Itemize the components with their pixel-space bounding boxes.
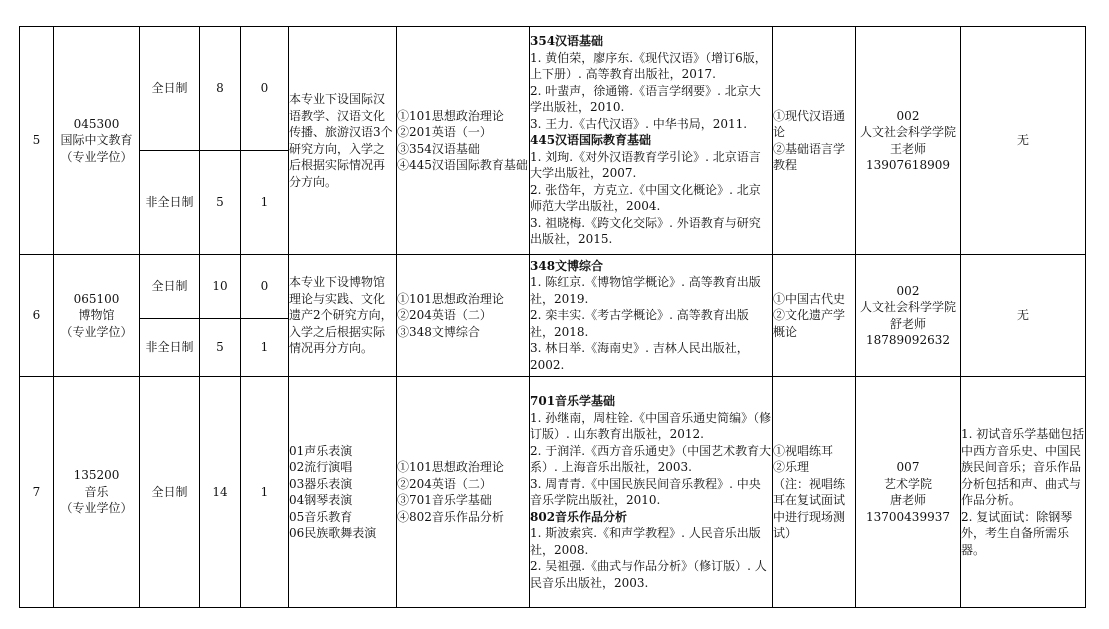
major-name: 博物馆 — [78, 308, 115, 323]
book-item: 1. 黄伯荣，廖序东.《现代汉语》（增订6版，上下册）. 高等教育出版社，2017. — [530, 50, 767, 82]
contact-person: 唐老师 — [889, 493, 926, 507]
major-code: 045300 — [73, 116, 120, 131]
plan-count-cell: 5 — [200, 319, 241, 377]
study-mode-cell: 非全日制 — [140, 319, 200, 377]
study-mode-cell: 全日制 — [140, 255, 200, 319]
book-item: 1. 斯波索宾.《和声学教程》. 人民音乐出版社，2008. — [530, 526, 761, 557]
study-mode-cell: 非全日制 — [140, 151, 200, 255]
degree-type: （专业学位） — [60, 149, 133, 164]
exam-subjects-cell — [397, 27, 530, 255]
college-name: 艺术学院 — [883, 476, 932, 491]
contact-phone: 13907618909 — [866, 158, 950, 172]
college-name: 人文社会科学学院 — [859, 300, 956, 314]
exam-subjects-cell — [397, 377, 530, 608]
exam-subject: ①101思想政治理论 — [397, 108, 504, 123]
notes-cell: 1. 初试音乐学基础包括中西方音乐史、中国民族民间音乐；音乐作品分析包括和声、曲式与作品分析。 2. 复试面试：除钢琴外，考生自备所需乐器。 — [961, 377, 1086, 608]
research-direction-cell: 本专业下设国际汉语教学、汉语文化传播、旅游汉语3个研究方向，入学之后根据实际情况再分方向。 — [289, 27, 397, 255]
study-mode-cell: 全日制 — [140, 377, 200, 608]
book-section-title: 802音乐作品分析 — [530, 509, 628, 524]
plan-count-cell: 10 — [200, 255, 241, 319]
book-item: 2. 张岱年，方克立.《中国文化概论》. 北京师范大学出版社，2004. — [530, 182, 761, 214]
book-section-title: 354汉语基础 — [530, 34, 604, 49]
major-code: 135200 — [73, 468, 120, 483]
exempt-count-cell: 1 — [241, 377, 289, 608]
exempt-count-cell: 0 — [241, 255, 289, 319]
major-name: 国际中文教育 — [60, 133, 133, 148]
exempt-count-cell: 1 — [241, 151, 289, 255]
notes-cell: 无 — [961, 27, 1086, 255]
book-item: 1. 刘珣.《对外汉语教育学引论》. 北京语言大学出版社，2007. — [530, 149, 761, 181]
contact-person: 舒老师 — [889, 316, 926, 331]
college-cell — [856, 377, 961, 608]
book-section-title: 445汉语国际教育基础 — [530, 133, 652, 148]
contact-person: 王老师 — [889, 141, 926, 156]
college-name: 人文社会科学学院 — [859, 125, 956, 139]
book-item: 1. 孙继南，周柱铨.《中国音乐通史简编》（修订版）. 山东教育出版社，2012. — [530, 410, 772, 441]
study-mode-cell: 全日制 — [140, 27, 200, 151]
research-direction-cell: 01声乐表演 02流行演唱 03器乐表演 04钢琴表演 05音乐教育 06民族歌舞表演 — [289, 377, 397, 608]
book-section-title: 348文博综合 — [530, 258, 604, 273]
book-item: 2. 栾丰实.《考古学概论》. 高等教育出版社，2018. — [530, 308, 749, 339]
book-item: 3. 周青青.《中国民族民间音乐教程》. 中央音乐学院出版社，2010. — [530, 476, 761, 507]
plan-count-cell: 5 — [200, 151, 241, 255]
contact-phone: 18789092632 — [866, 333, 950, 347]
book-item: 2. 叶蜚声，徐通锵.《语言学纲要》. 北京大学出版社，2010. — [530, 83, 761, 115]
major-cell — [54, 377, 140, 608]
major-code: 065100 — [73, 291, 120, 306]
exam-subject: ①101思想政治理论 — [397, 460, 504, 474]
exam-subject: ③348文博综合 — [397, 324, 480, 339]
college-code: 002 — [896, 283, 920, 298]
exempt-count-cell: 0 — [241, 27, 289, 151]
exam-subject: ③701音乐学基础 — [397, 493, 492, 507]
exam-subject: ③354汉语基础 — [397, 141, 480, 156]
book-item: 3. 林日举.《海南史》. 吉林人民出版社，2002. — [530, 341, 749, 372]
degree-type: （专业学位） — [60, 324, 133, 339]
table-row — [20, 377, 1086, 608]
exam-subject: ②201英语（一） — [397, 125, 492, 139]
retest-subjects-cell: ①中国古代史 ②文化遗产学概论 — [773, 255, 856, 377]
book-item: 2. 于润洋.《西方音乐通史》（中国艺术教育大系）. 上海音乐出版社，2003. — [530, 443, 772, 474]
degree-type: （专业学位） — [60, 501, 133, 516]
college-code: 007 — [896, 460, 920, 474]
exam-subject: ②204英语（二） — [397, 476, 492, 491]
reference-books-cell — [530, 377, 773, 608]
table-row — [20, 27, 1086, 151]
plan-count-cell: 14 — [200, 377, 241, 608]
book-item: 3. 王力.《古代汉语》. 中华书局，2011. — [530, 116, 748, 131]
exam-subject: ④445汉语国际教育基础 — [397, 158, 528, 172]
major-cell — [54, 255, 140, 377]
reference-books-cell — [530, 27, 773, 255]
book-item: 2. 吴祖强.《曲式与作品分析》（修订版）. 人民音乐出版社，2003. — [530, 559, 767, 590]
college-code: 002 — [896, 108, 920, 123]
college-cell — [856, 27, 961, 255]
major-name: 音乐 — [84, 484, 109, 499]
notes-cell: 无 — [961, 255, 1086, 377]
contact-phone: 13700439937 — [866, 509, 950, 524]
college-cell — [856, 255, 961, 377]
book-item: 3. 祖晓梅.《跨文化交际》. 外语教育与研究出版社，2015. — [530, 215, 761, 247]
book-item: 1. 陈红京.《博物馆学概论》. 高等教育出版社，2019. — [530, 275, 761, 306]
exam-subject: ②204英语（二） — [397, 308, 492, 323]
plan-count-cell: 8 — [200, 27, 241, 151]
retest-subjects-cell: ①现代汉语通论 ②基础语言学教程 — [773, 27, 856, 255]
row-number-cell: 6 — [20, 255, 54, 377]
exam-subject: ①101思想政治理论 — [397, 291, 504, 306]
exam-subject: ④802音乐作品分析 — [397, 509, 504, 524]
table-row — [20, 255, 1086, 319]
retest-subjects-cell: ①视唱练耳 ②乐理 （注：视唱练耳在复试面试中进行现场测试） — [773, 377, 856, 608]
book-section-title: 701音乐学基础 — [530, 394, 616, 408]
exempt-count-cell: 1 — [241, 319, 289, 377]
program-table — [19, 26, 1086, 608]
research-direction-cell: 本专业下设博物馆理论与实践、文化遗产2个研究方向，入学之后根据实际情况再分方向。 — [289, 255, 397, 377]
row-number-cell: 5 — [20, 27, 54, 255]
row-number-cell: 7 — [20, 377, 54, 608]
exam-subjects-cell — [397, 255, 530, 377]
reference-books-cell — [530, 255, 773, 377]
major-cell — [54, 27, 140, 255]
